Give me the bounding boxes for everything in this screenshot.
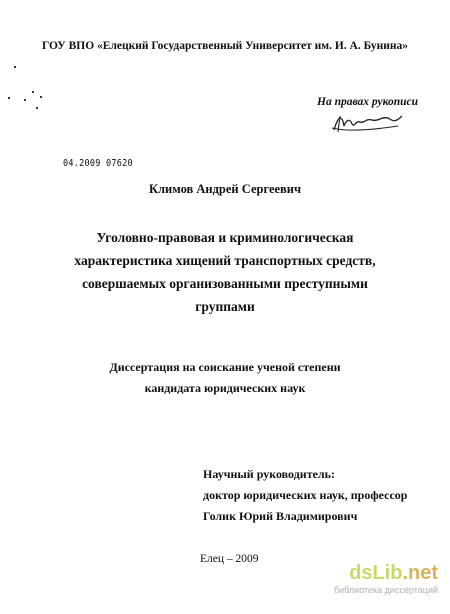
watermark-subtitle: библиотека диссертаций <box>333 585 438 595</box>
scan-speck <box>24 99 26 101</box>
supervisor-name: Голик Юрий Владимирович <box>203 509 358 523</box>
dissertation-title-line: совершаемых организованными преступными <box>82 276 368 291</box>
institution-header: ГОУ ВПО «Елецкий Государственный Университет им. И. А. Бунина» <box>41 40 409 52</box>
dissertation-title-line: группами <box>195 299 255 314</box>
supervisor-title: доктор юридических наук, профессор <box>203 488 408 502</box>
dissertation-title-line: Уголовно-правовая и криминологическая <box>96 230 354 245</box>
scan-speck <box>32 91 34 93</box>
degree-line: Диссертация на соискание ученой степени <box>109 360 341 374</box>
dissertation-title-line: характеристика хищений транспортных средств, <box>74 253 376 268</box>
author-name: Климов Андрей Сергеевич <box>148 182 302 196</box>
watermark <box>328 562 438 604</box>
watermark-logo <box>328 562 438 584</box>
supervisor-label: Научный руководитель: <box>203 467 335 481</box>
scan-speck <box>40 96 42 98</box>
city-year: Елец – 2009 <box>200 553 259 565</box>
degree-line: кандидата юридических наук <box>144 381 306 395</box>
scan-speck <box>8 97 10 99</box>
watermark-logo-main: dsLib <box>349 562 403 584</box>
handwritten-signature <box>328 110 408 136</box>
watermark-logo-tld: .net <box>402 562 438 584</box>
rights-note: На правах рукописи <box>317 96 419 108</box>
scan-speck <box>36 107 38 109</box>
catalog-number: 04.2009 07620 <box>63 158 133 169</box>
scan-speck <box>14 66 16 68</box>
